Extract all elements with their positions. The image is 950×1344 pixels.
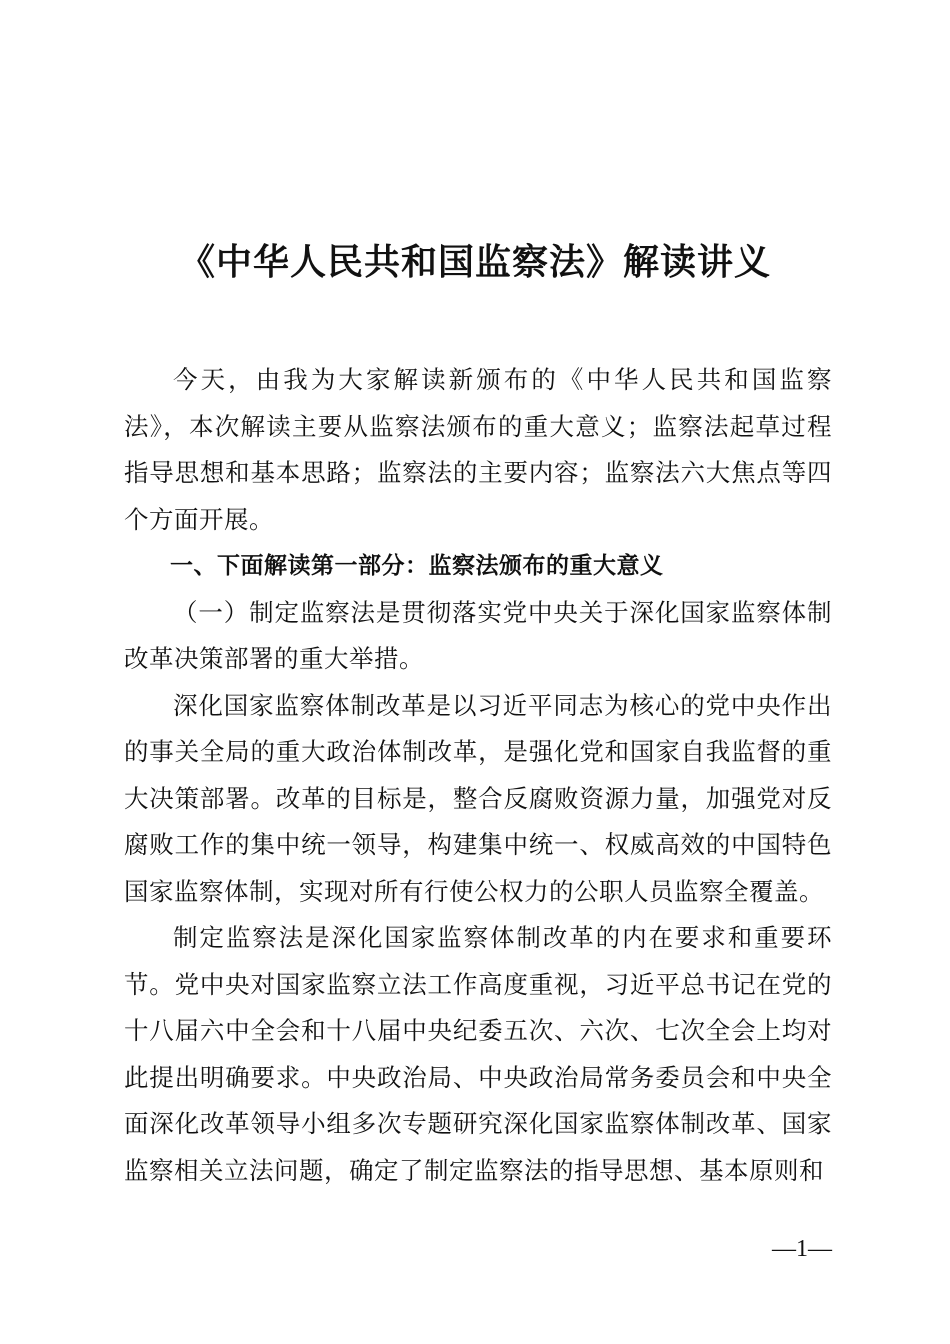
body-paragraph: 深化国家监察体制改革是以习近平同志为核心的党中央作出的事关全局的重大政治体制改革，是强化党和国家自我监督的重大决策部署。改革的目标是，整合反腐败资源力量，加强党对反腐败工作的集中统一领导，构建集中统一、权威高效的中国特色国家监察体制，实现对所有行使公权力的公职人员监察全覆盖。: [124, 690, 832, 906]
document-title: 《中华人民共和国监察法》解读讲义: [178, 241, 771, 284]
page-number: —1—: [772, 1236, 832, 1262]
document-body: [124, 357, 832, 1194]
intro-paragraph: 今天，由我为大家解读新颁布的《中华人民共和国监察法》，本次解读主要从监察法颁布的重大意义；监察法起草过程指导思想和基本思路；监察法的主要内容；监察法六大焦点等四个方面开展。: [124, 365, 832, 534]
body-paragraph: 制定监察法是深化国家监察体制改革的内在要求和重要环节。党中央对国家监察立法工作高度重视，习近平总书记在党的十八届六中全会和十八届中央纪委五次、六次、七次全会上均对此提出明确要求。中央政治局、中央政治局常务委员会和中央全面深化改革领导小组多次专题研究深化国家监察体制改革、国家监察相关立法问题，确定了制定监察法的指导思想、基本原则和: [124, 923, 832, 1185]
section-heading: 一、下面解读第一部分：监察法颁布的重大意义: [170, 553, 664, 579]
subsection-heading: （一）制定监察法是贯彻落实党中央关于深化国家监察体制改革决策部署的重大举措。: [124, 597, 832, 673]
